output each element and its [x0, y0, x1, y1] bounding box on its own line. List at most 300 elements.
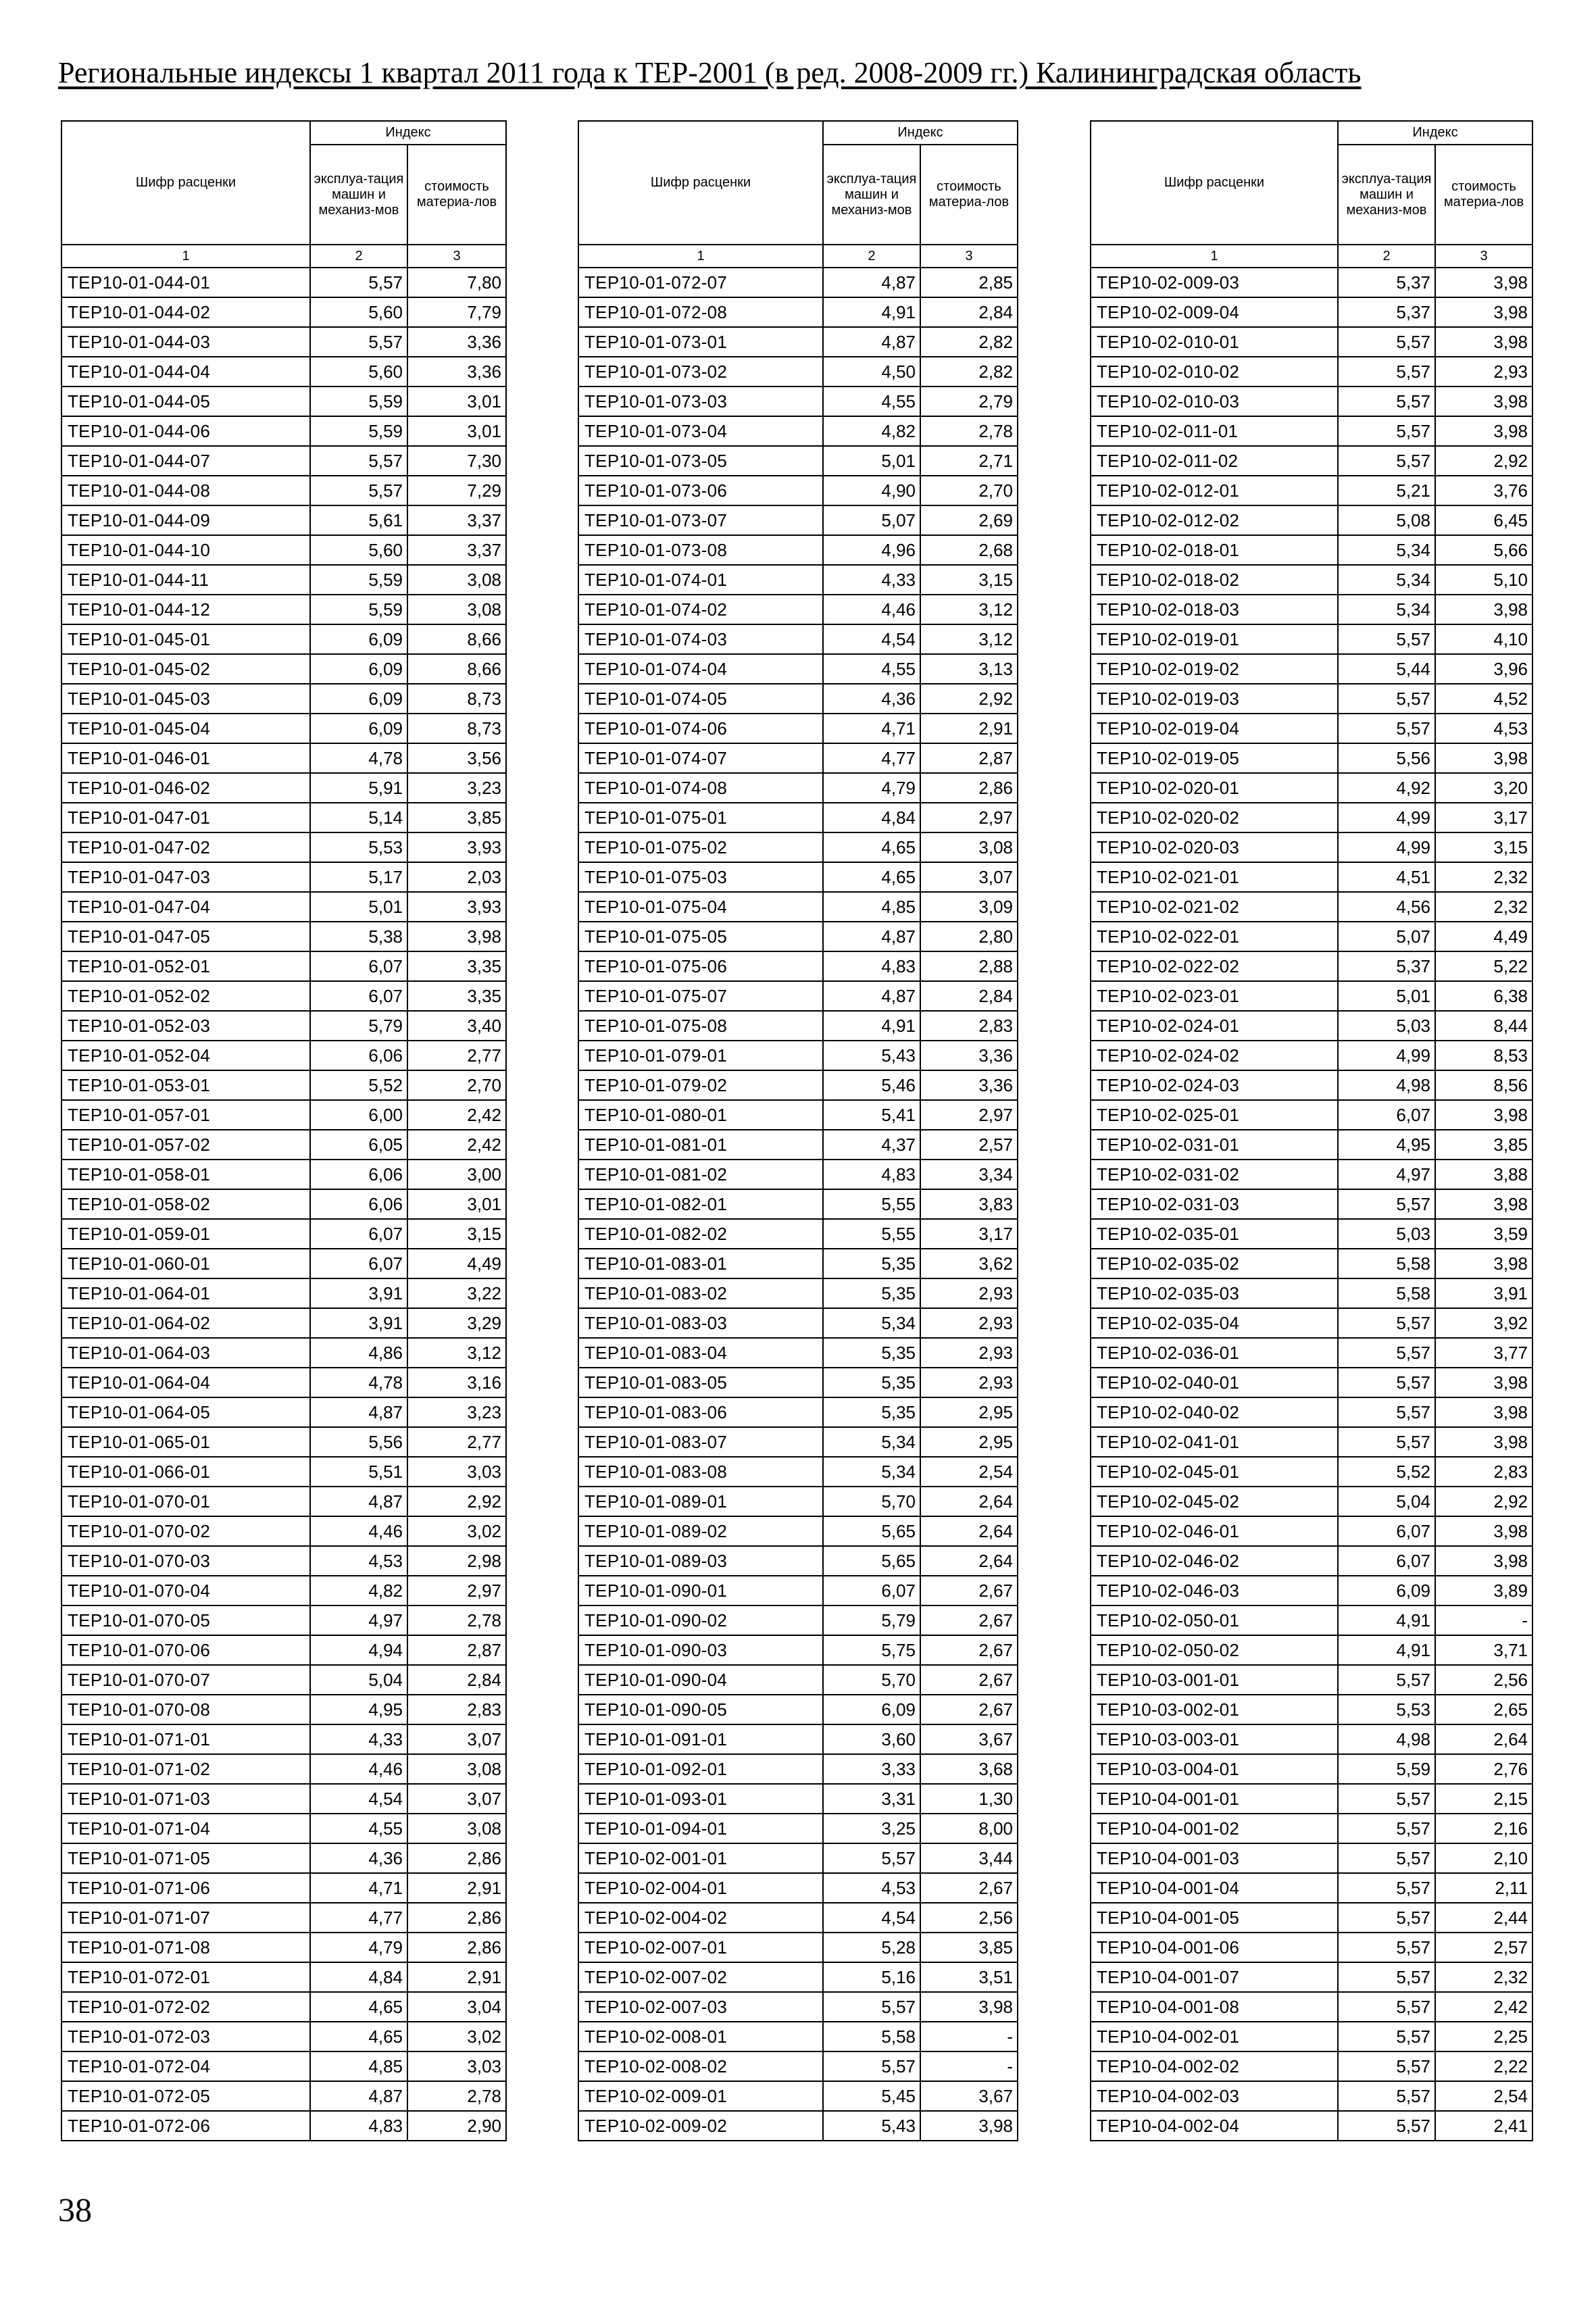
rate-code-cell: ТЕР10-01-070-05	[61, 1605, 310, 1635]
materials-index-cell: 2,84	[407, 1665, 506, 1695]
materials-index-cell: 3,00	[407, 1160, 506, 1189]
table-row	[1091, 2111, 1532, 2141]
table-row	[61, 1160, 506, 1189]
table-row	[61, 1189, 506, 1219]
exploitation-index-cell: 5,07	[1338, 922, 1435, 951]
materials-index-cell: 3,59	[1435, 1219, 1532, 1249]
rate-code-cell: ТЕР10-01-072-07	[578, 268, 823, 297]
table-row	[1091, 476, 1532, 505]
materials-index-cell: 2,57	[1435, 1933, 1532, 1962]
rate-code-cell: ТЕР10-01-044-01	[61, 268, 310, 297]
table-row	[578, 327, 1018, 357]
rate-code-cell: ТЕР10-01-044-02	[61, 297, 310, 327]
materials-index-cell: 3,02	[407, 2022, 506, 2051]
table-row	[61, 1249, 506, 1278]
materials-index-cell: 2,25	[1435, 2022, 1532, 2051]
rate-code-cell: ТЕР10-01-080-01	[578, 1100, 823, 1130]
exploitation-index-cell: 5,58	[1338, 1278, 1435, 1308]
exploitation-index-cell: 3,25	[823, 1814, 920, 1843]
rate-code-cell: ТЕР10-01-071-01	[61, 1724, 310, 1754]
exploitation-index-cell: 4,87	[310, 1397, 407, 1427]
rate-code-cell: ТЕР10-01-071-08	[61, 1933, 310, 1962]
materials-index-cell: 2,91	[407, 1873, 506, 1903]
exploitation-index-cell: 4,82	[310, 1576, 407, 1605]
exploitation-index-cell: 5,52	[1338, 1457, 1435, 1487]
rate-code-cell: ТЕР10-01-047-05	[61, 922, 310, 951]
table-row	[61, 981, 506, 1011]
exploitation-index-cell: 5,57	[1338, 1903, 1435, 1933]
table-row	[578, 1070, 1018, 1100]
materials-index-cell: 2,88	[920, 951, 1018, 981]
exploitation-index-cell: 5,57	[1338, 387, 1435, 416]
exploitation-index-cell: 4,87	[310, 2081, 407, 2111]
rate-code-cell: ТЕР10-01-075-07	[578, 981, 823, 1011]
table-row	[61, 654, 506, 684]
rate-code-cell: ТЕР10-01-073-05	[578, 446, 823, 476]
rate-code-cell: ТЕР10-01-070-04	[61, 1576, 310, 1605]
table-row	[61, 268, 506, 297]
exploitation-index-cell: 5,79	[823, 1605, 920, 1635]
rate-code-cell: ТЕР10-02-018-03	[1091, 595, 1338, 624]
materials-index-cell: 3,98	[1435, 1546, 1532, 1576]
table-row	[61, 1576, 506, 1605]
table-row	[578, 1278, 1018, 1308]
rate-code-cell: ТЕР10-01-073-08	[578, 535, 823, 565]
materials-index-cell: 3,01	[407, 1189, 506, 1219]
materials-index-cell: 3,23	[407, 773, 506, 803]
materials-index-cell: 3,98	[1435, 387, 1532, 416]
exploitation-index-cell: 4,78	[310, 1368, 407, 1397]
materials-index-cell: 2,86	[407, 1933, 506, 1962]
materials-index-cell: 2,76	[1435, 1754, 1532, 1784]
rate-code-cell: ТЕР10-02-008-02	[578, 2051, 823, 2081]
rate-code-cell: ТЕР10-01-075-01	[578, 803, 823, 832]
exploitation-index-cell: 4,71	[310, 1873, 407, 1903]
materials-index-cell: 3,83	[920, 1189, 1018, 1219]
table-row	[61, 565, 506, 595]
materials-index-cell: 2,80	[920, 922, 1018, 951]
materials-index-cell: 4,52	[1435, 684, 1532, 714]
table-row	[61, 1516, 506, 1546]
materials-index-cell: 3,98	[1435, 1397, 1532, 1427]
table-row	[1091, 387, 1532, 416]
rate-code-cell: ТЕР10-01-044-09	[61, 505, 310, 535]
exploitation-index-cell: 4,65	[823, 862, 920, 892]
materials-index-cell: -	[920, 2051, 1018, 2081]
rate-code-cell: ТЕР10-01-052-01	[61, 951, 310, 981]
page-number: 38	[58, 2191, 92, 2229]
rate-code-cell: ТЕР10-01-090-03	[578, 1635, 823, 1665]
table-row	[1091, 1070, 1532, 1100]
table-row	[1091, 1011, 1532, 1041]
materials-index-cell: 2,93	[1435, 357, 1532, 387]
rate-code-cell: ТЕР10-03-001-01	[1091, 1665, 1338, 1695]
materials-index-cell: 2,97	[920, 803, 1018, 832]
rate-code-cell: ТЕР10-02-035-02	[1091, 1249, 1338, 1278]
rate-code-cell: ТЕР10-01-089-03	[578, 1546, 823, 1576]
table-row	[1091, 1576, 1532, 1605]
rate-code-cell: ТЕР10-02-019-01	[1091, 624, 1338, 654]
exploitation-index-cell: 5,34	[823, 1308, 920, 1338]
materials-index-cell: 3,98	[1435, 327, 1532, 357]
exploitation-index-cell: 5,57	[1338, 416, 1435, 446]
materials-index-cell: 3,85	[1435, 1130, 1532, 1160]
header-materials: стоимость материа-лов	[1435, 145, 1532, 245]
materials-index-cell: 2,69	[920, 505, 1018, 535]
rate-code-cell: ТЕР10-02-045-01	[1091, 1457, 1338, 1487]
materials-index-cell: 5,22	[1435, 951, 1532, 981]
table-row	[578, 505, 1018, 535]
rate-code-cell: ТЕР10-04-001-08	[1091, 1992, 1338, 2022]
table-row	[578, 1605, 1018, 1635]
rate-code-cell: ТЕР10-01-072-01	[61, 1962, 310, 1992]
materials-index-cell: 3,08	[407, 595, 506, 624]
table-row	[61, 1070, 506, 1100]
table-row	[578, 1695, 1018, 1724]
rate-code-cell: ТЕР10-01-074-01	[578, 565, 823, 595]
rate-code-cell: ТЕР10-01-072-08	[578, 297, 823, 327]
table-row	[578, 1041, 1018, 1070]
materials-index-cell: 4,53	[1435, 714, 1532, 743]
materials-index-cell: 3,85	[407, 803, 506, 832]
table-row	[61, 624, 506, 654]
table-row	[578, 1249, 1018, 1278]
exploitation-index-cell: 5,57	[1338, 1338, 1435, 1368]
table-row	[61, 387, 506, 416]
table-row	[61, 1368, 506, 1397]
rate-code-cell: ТЕР10-03-002-01	[1091, 1695, 1338, 1724]
table-row	[578, 981, 1018, 1011]
rate-code-cell: ТЕР10-02-050-01	[1091, 1605, 1338, 1635]
materials-index-cell: 2,22	[1435, 2051, 1532, 2081]
rate-code-cell: ТЕР10-02-035-01	[1091, 1219, 1338, 1249]
table-row	[578, 1754, 1018, 1784]
materials-index-cell: 3,01	[407, 416, 506, 446]
table-row	[1091, 714, 1532, 743]
materials-index-cell: 2,78	[920, 416, 1018, 446]
materials-index-cell: 8,56	[1435, 1070, 1532, 1100]
exploitation-index-cell: 4,96	[823, 535, 920, 565]
table-row	[1091, 268, 1532, 297]
exploitation-index-cell: 5,70	[823, 1665, 920, 1695]
exploitation-index-cell: 6,07	[310, 1249, 407, 1278]
exploitation-index-cell: 5,56	[1338, 743, 1435, 773]
table-row	[61, 1278, 506, 1308]
materials-index-cell: 3,51	[920, 1962, 1018, 1992]
rate-code-cell: ТЕР10-02-004-01	[578, 1873, 823, 1903]
table-row	[61, 1873, 506, 1903]
rate-code-cell: ТЕР10-01-074-07	[578, 743, 823, 773]
rate-code-cell: ТЕР10-02-020-02	[1091, 803, 1338, 832]
materials-index-cell: 2,67	[920, 1695, 1018, 1724]
materials-index-cell: 3,17	[920, 1219, 1018, 1249]
rate-code-cell: ТЕР10-01-044-04	[61, 357, 310, 387]
materials-index-cell: 4,49	[407, 1249, 506, 1278]
exploitation-index-cell: 4,79	[823, 773, 920, 803]
exploitation-index-cell: 5,57	[1338, 1308, 1435, 1338]
materials-index-cell: 2,95	[920, 1397, 1018, 1427]
exploitation-index-cell: 5,57	[1338, 1933, 1435, 1962]
exploitation-index-cell: 4,65	[310, 2022, 407, 2051]
table-row	[578, 743, 1018, 773]
table-body	[61, 268, 506, 2141]
exploitation-index-cell: 5,35	[823, 1397, 920, 1427]
exploitation-index-cell: 4,91	[823, 297, 920, 327]
table-row	[578, 922, 1018, 951]
rate-code-cell: ТЕР10-01-075-08	[578, 1011, 823, 1041]
materials-index-cell: 8,66	[407, 624, 506, 654]
exploitation-index-cell: 4,98	[1338, 1724, 1435, 1754]
exploitation-index-cell: 5,34	[1338, 535, 1435, 565]
materials-index-cell: 3,40	[407, 1011, 506, 1041]
table-row	[61, 1903, 506, 1933]
header-materials: стоимость материа-лов	[920, 145, 1018, 245]
rate-code-cell: ТЕР10-01-071-07	[61, 1903, 310, 1933]
materials-index-cell: 3,08	[407, 1754, 506, 1784]
materials-index-cell: 2,32	[1435, 1962, 1532, 1992]
rate-code-cell: ТЕР10-01-071-02	[61, 1754, 310, 1784]
materials-index-cell: 2,56	[920, 1903, 1018, 1933]
rate-code-cell: ТЕР10-01-072-03	[61, 2022, 310, 2051]
exploitation-index-cell: 5,57	[1338, 1962, 1435, 1992]
exploitation-index-cell: 5,57	[1338, 1427, 1435, 1457]
exploitation-index-cell: 5,57	[310, 476, 407, 505]
rate-code-cell: ТЕР10-01-073-04	[578, 416, 823, 446]
exploitation-index-cell: 4,85	[823, 892, 920, 922]
rate-code-cell: ТЕР10-01-047-03	[61, 862, 310, 892]
materials-index-cell: 2,93	[920, 1338, 1018, 1368]
materials-index-cell: 2,78	[407, 2081, 506, 2111]
table-row	[1091, 684, 1532, 714]
rate-code-cell: ТЕР10-02-019-04	[1091, 714, 1338, 743]
materials-index-cell: 3,07	[920, 862, 1018, 892]
exploitation-index-cell: 3,91	[310, 1278, 407, 1308]
rate-code-cell: ТЕР10-01-072-06	[61, 2111, 310, 2141]
table-row	[578, 1130, 1018, 1160]
rate-code-cell: ТЕР10-02-007-03	[578, 1992, 823, 2022]
rate-code-cell: ТЕР10-02-010-02	[1091, 357, 1338, 387]
rate-code-cell: ТЕР10-01-083-04	[578, 1338, 823, 1368]
table-row	[1091, 297, 1532, 327]
exploitation-index-cell: 6,07	[1338, 1516, 1435, 1546]
exploitation-index-cell: 4,83	[823, 1160, 920, 1189]
exploitation-index-cell: 5,59	[1338, 1754, 1435, 1784]
rate-code-cell: ТЕР10-01-089-02	[578, 1516, 823, 1546]
header-col-3: 3	[1435, 245, 1532, 268]
exploitation-index-cell: 5,57	[1338, 2051, 1435, 2081]
exploitation-index-cell: 5,57	[1338, 2081, 1435, 2111]
materials-index-cell: 2,67	[920, 1873, 1018, 1903]
table-row	[1091, 1249, 1532, 1278]
table-row	[578, 624, 1018, 654]
table-row	[578, 2111, 1018, 2141]
materials-index-cell: 3,15	[407, 1219, 506, 1249]
materials-index-cell: 2,64	[920, 1516, 1018, 1546]
exploitation-index-cell: 5,79	[310, 1011, 407, 1041]
rate-code-cell: ТЕР10-02-031-01	[1091, 1130, 1338, 1160]
rate-code-cell: ТЕР10-02-040-01	[1091, 1368, 1338, 1397]
table-row	[1091, 803, 1532, 832]
materials-index-cell: 2,56	[1435, 1665, 1532, 1695]
rate-code-cell: ТЕР10-01-075-04	[578, 892, 823, 922]
materials-index-cell: 3,07	[407, 1724, 506, 1754]
table-row	[61, 1546, 506, 1576]
materials-index-cell: 3,12	[920, 595, 1018, 624]
table-row	[578, 357, 1018, 387]
table-row	[578, 684, 1018, 714]
exploitation-index-cell: 5,37	[1338, 268, 1435, 297]
exploitation-index-cell: 4,53	[310, 1546, 407, 1576]
table-row	[1091, 1814, 1532, 1843]
exploitation-index-cell: 4,85	[310, 2051, 407, 2081]
rate-code-cell: ТЕР10-01-075-06	[578, 951, 823, 981]
table-row	[61, 892, 506, 922]
rate-code-cell: ТЕР10-01-090-01	[578, 1576, 823, 1605]
table-row	[1091, 1219, 1532, 1249]
exploitation-index-cell: 4,55	[823, 387, 920, 416]
materials-index-cell: 3,67	[920, 1724, 1018, 1754]
exploitation-index-cell: 4,87	[823, 327, 920, 357]
materials-index-cell: 3,44	[920, 1843, 1018, 1873]
header-code: Шифр расценки	[61, 121, 310, 245]
exploitation-index-cell: 5,38	[310, 922, 407, 951]
materials-index-cell: 3,77	[1435, 1338, 1532, 1368]
exploitation-index-cell: 5,17	[310, 862, 407, 892]
exploitation-index-cell: 5,45	[823, 2081, 920, 2111]
exploitation-index-cell: 3,33	[823, 1754, 920, 1784]
table-row	[1091, 951, 1532, 981]
table-row	[1091, 565, 1532, 595]
rate-code-cell: ТЕР10-04-001-07	[1091, 1962, 1338, 1992]
rate-code-cell: ТЕР10-01-058-02	[61, 1189, 310, 1219]
table-row	[1091, 1843, 1532, 1873]
exploitation-index-cell: 6,09	[823, 1695, 920, 1724]
rate-code-cell: ТЕР10-03-003-01	[1091, 1724, 1338, 1754]
table-row	[578, 832, 1018, 862]
table-row	[578, 1219, 1018, 1249]
rate-code-cell: ТЕР10-02-001-01	[578, 1843, 823, 1873]
table-row	[61, 1635, 506, 1665]
index-table-3	[1090, 120, 1533, 2141]
materials-index-cell: 8,53	[1435, 1041, 1532, 1070]
materials-index-cell: 3,36	[920, 1070, 1018, 1100]
header-index: Индекс	[310, 121, 506, 145]
header-exploitation: эксплуа-тация машин и механиз-мов	[1338, 145, 1435, 245]
exploitation-index-cell: 4,91	[823, 1011, 920, 1041]
table-row	[61, 922, 506, 951]
materials-index-cell: 3,98	[1435, 297, 1532, 327]
table-row	[1091, 1189, 1532, 1219]
materials-index-cell: 3,98	[920, 2111, 1018, 2141]
rate-code-cell: ТЕР10-01-089-01	[578, 1487, 823, 1516]
table-row	[578, 654, 1018, 684]
rate-code-cell: ТЕР10-02-009-03	[1091, 268, 1338, 297]
exploitation-index-cell: 6,07	[1338, 1546, 1435, 1576]
rate-code-cell: ТЕР10-01-052-03	[61, 1011, 310, 1041]
table-row	[578, 1516, 1018, 1546]
materials-index-cell: 3,02	[407, 1516, 506, 1546]
rate-code-cell: ТЕР10-01-045-03	[61, 684, 310, 714]
table-body	[578, 268, 1018, 2141]
rate-code-cell: ТЕР10-02-009-01	[578, 2081, 823, 2111]
materials-index-cell: 2,44	[1435, 1903, 1532, 1933]
materials-index-cell: 2,93	[920, 1278, 1018, 1308]
exploitation-index-cell: 6,09	[1338, 1576, 1435, 1605]
table-row	[578, 1189, 1018, 1219]
exploitation-index-cell: 5,61	[310, 505, 407, 535]
exploitation-index-cell: 5,34	[1338, 565, 1435, 595]
rate-code-cell: ТЕР10-02-035-03	[1091, 1278, 1338, 1308]
table-row	[61, 2051, 506, 2081]
materials-index-cell: 3,07	[407, 1784, 506, 1814]
exploitation-index-cell: 5,57	[823, 1843, 920, 1873]
table-row	[1091, 1427, 1532, 1457]
rate-code-cell: ТЕР10-02-023-01	[1091, 981, 1338, 1011]
materials-index-cell: 4,49	[1435, 922, 1532, 951]
table-row	[578, 1903, 1018, 1933]
rate-code-cell: ТЕР10-01-083-02	[578, 1278, 823, 1308]
exploitation-index-cell: 4,37	[823, 1130, 920, 1160]
materials-index-cell: 3,09	[920, 892, 1018, 922]
table-row	[1091, 1160, 1532, 1189]
rate-code-cell: ТЕР10-02-019-03	[1091, 684, 1338, 714]
rate-code-cell: ТЕР10-01-074-03	[578, 624, 823, 654]
table-row	[61, 1041, 506, 1070]
exploitation-index-cell: 5,04	[1338, 1487, 1435, 1516]
rate-code-cell: ТЕР10-01-083-06	[578, 1397, 823, 1427]
materials-index-cell: 2,78	[407, 1605, 506, 1635]
exploitation-index-cell: 5,57	[310, 327, 407, 357]
exploitation-index-cell: 5,04	[310, 1665, 407, 1695]
table-row	[1091, 357, 1532, 387]
exploitation-index-cell: 4,36	[823, 684, 920, 714]
table-row	[1091, 1635, 1532, 1665]
materials-index-cell: 3,93	[407, 892, 506, 922]
materials-index-cell: 2,03	[407, 862, 506, 892]
exploitation-index-cell: 5,60	[310, 535, 407, 565]
materials-index-cell: 3,17	[1435, 803, 1532, 832]
rate-code-cell: ТЕР10-01-083-03	[578, 1308, 823, 1338]
materials-index-cell: 2,92	[1435, 1487, 1532, 1516]
table-row	[61, 1665, 506, 1695]
rate-code-cell: ТЕР10-02-025-01	[1091, 1100, 1338, 1130]
exploitation-index-cell: 5,35	[823, 1368, 920, 1397]
rate-code-cell: ТЕР10-04-001-02	[1091, 1814, 1338, 1843]
table-row	[578, 1635, 1018, 1665]
header-col-1: 1	[578, 245, 823, 268]
exploitation-index-cell: 5,56	[310, 1427, 407, 1457]
rate-code-cell: ТЕР10-04-002-04	[1091, 2111, 1338, 2141]
materials-index-cell: 2,42	[1435, 1992, 1532, 2022]
table-row	[1091, 416, 1532, 446]
materials-index-cell: 2,65	[1435, 1695, 1532, 1724]
table-row	[61, 1219, 506, 1249]
rate-code-cell: ТЕР10-01-065-01	[61, 1427, 310, 1457]
materials-index-cell: 2,11	[1435, 1873, 1532, 1903]
exploitation-index-cell: 6,07	[310, 981, 407, 1011]
materials-index-cell: 2,83	[1435, 1457, 1532, 1487]
materials-index-cell: 3,29	[407, 1308, 506, 1338]
materials-index-cell: 3,92	[1435, 1308, 1532, 1338]
table-row	[578, 862, 1018, 892]
materials-index-cell: 3,01	[407, 387, 506, 416]
exploitation-index-cell: 5,57	[1338, 357, 1435, 387]
table-row	[61, 297, 506, 327]
materials-index-cell: 8,00	[920, 1814, 1018, 1843]
table-row	[1091, 832, 1532, 862]
table-row	[578, 1427, 1018, 1457]
materials-index-cell: 8,44	[1435, 1011, 1532, 1041]
